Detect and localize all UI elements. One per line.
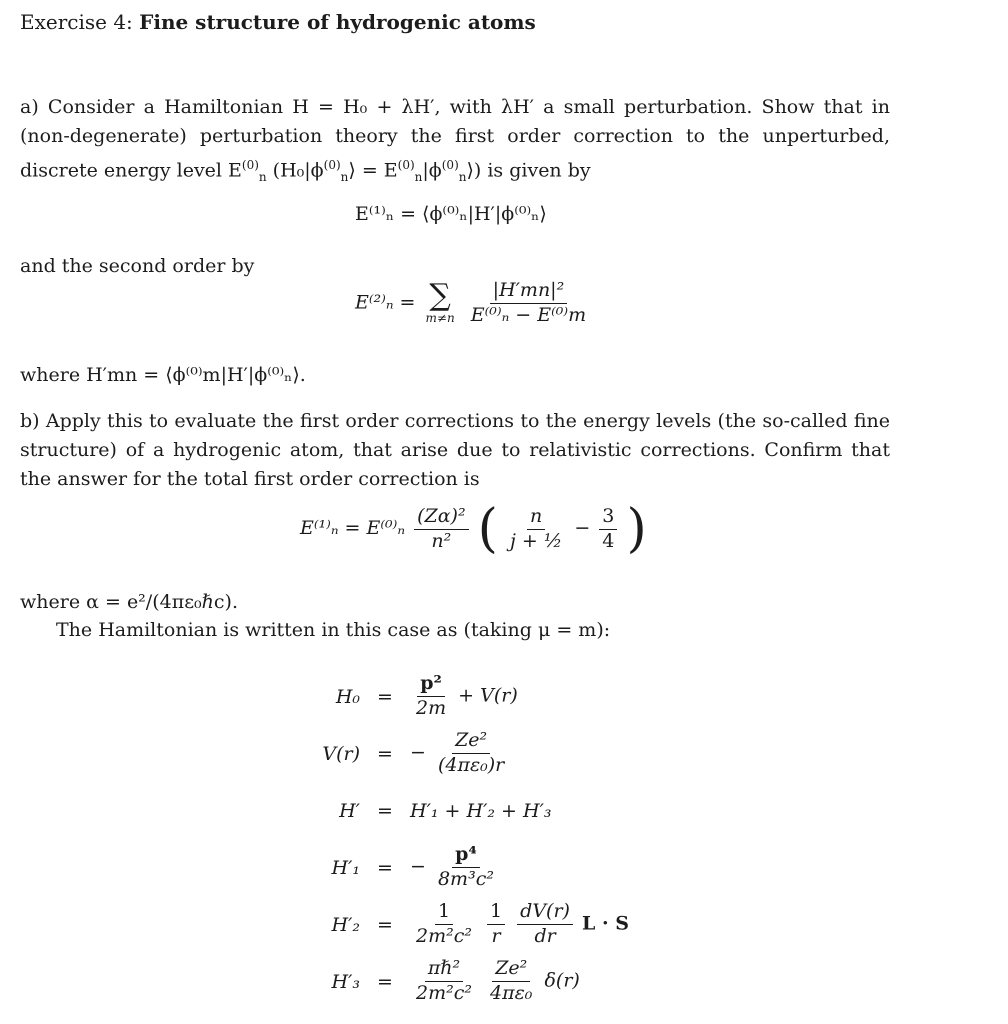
hamiltonian-intro: The Hamiltonian is written in this case as (taking μ = m): — [56, 619, 611, 641]
exercise-heading: Fine structure of hydrogenic atoms — [139, 10, 536, 34]
alpha-definition: where α = e²/(4πε₀ℏc). — [20, 591, 238, 613]
second-order-equation: E⁽²⁾ₙ = ∑ m≠n $\frac{\text{|H′mn|²}}{\text{E⁽⁰⁾ₙ − E⁽⁰⁾m}}$ — [355, 278, 587, 326]
equation-row: H′ = H′₁ + H′₂ + H′₃ — [339, 799, 552, 822]
second-order-intro: and the second order by — [20, 255, 255, 277]
matrix-element-definition: where H′mn = ⟨ϕ⁽⁰⁾m|H′|ϕ⁽⁰⁾ₙ⟩. — [20, 364, 306, 386]
part-a-paragraph: a) Consider a Hamiltonian H = H₀ + λH′, with λH′ a small perturbation. Show that in (non-degenerate) perturbation theory the first order correction to the unperturbed, discrete energy level $E^{(0)}_n$ ($H_0|\phi^{(0)}_n⟩$ = $E^{(0)}_n|\phi^{(0)}_n⟩$) is given by — [20, 96, 890, 185]
equation-row: H′₃ = $\frac{\text{πℏ²}}{\text{2m²c²}}$ $\frac{\text{Ze²}}{\text{4πε₀}}$ δ(r) — [331, 957, 580, 1004]
equation-row: H′₁ = − $\frac{\text{p⁴}}{\text{8m³c²}}$ — [331, 843, 494, 890]
sum-symbol: ∑ m≠n — [425, 278, 455, 326]
equation-row: V(r) = − $\frac{\text{Ze²}}{\text{(4πε₀)r}}$ — [322, 729, 505, 776]
equation-row: H′₂ = $\frac{1}{\text{2m²c²}}$ $\frac{1}{r}$ $\frac{dV(r)}{dr}$ L · S — [331, 900, 629, 947]
equation-row: H₀ = $\frac{\text{p²}}{2m}$ + V(r) — [335, 672, 518, 719]
exercise-title — [20, 10, 536, 34]
hamiltonian-equations — [300, 668, 629, 1010]
first-order-equation: E⁽¹⁾ₙ = ⟨ϕ⁽⁰⁾ₙ|H′|ϕ⁽⁰⁾ₙ⟩ — [355, 203, 547, 225]
part-b-paragraph: b) Apply this to evaluate the first order corrections to the energy levels (the so-called fine structure) of a hydrogenic atom, that arise due to relativistic corrections. Confirm that the answer for the total first order correction is — [20, 410, 890, 490]
fine-structure-equation: E⁽¹⁾ₙ = E⁽⁰⁾ₙ $\frac{\text{(Zα)²}}{\text{n²}}$ ( $\frac{n}{\text{j + ½}}$ − $\frac{3}{4}$ ) — [300, 499, 647, 559]
exercise-number: Exercise 4: — [20, 10, 133, 34]
